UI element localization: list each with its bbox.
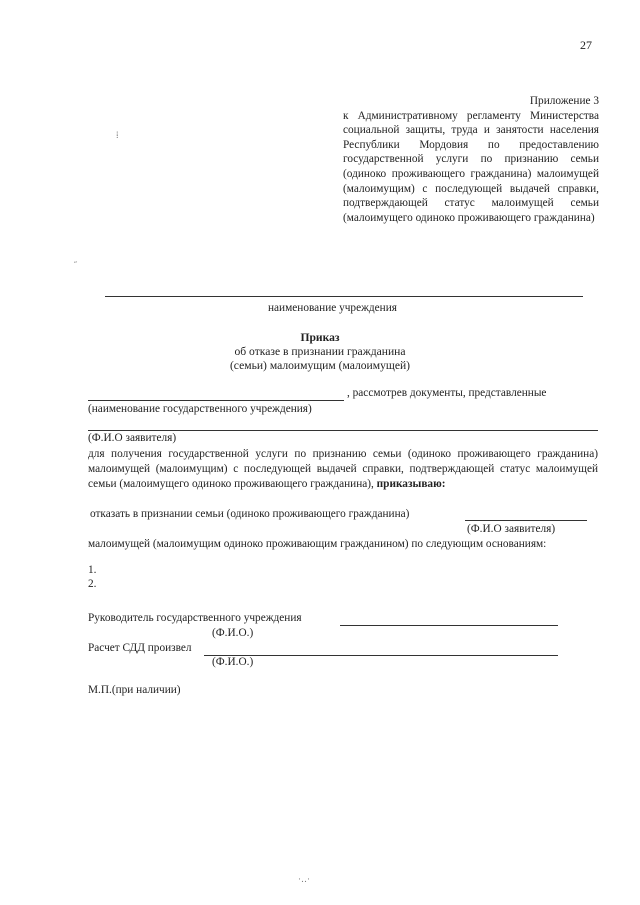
- main-paragraph: [88, 447, 598, 493]
- head-note: (Ф.И.О.): [212, 627, 254, 639]
- stamp-label: М.П.(при наличии): [88, 684, 181, 696]
- head-signature-line: [340, 625, 558, 626]
- sdd-label: Расчет СДД произвел: [88, 642, 192, 654]
- scan-speck: ·‥·: [298, 874, 310, 884]
- paragraph-text: для получения государственной услуги по признанию семьи (одиноко проживающего гражданина) малоимущей (малоимущим) с последующей выдачей справки, подтверждающей статус малоимущей семьи (малоимущего одиноко проживающего гражданина),: [88, 448, 598, 491]
- institution-blank-line: [88, 400, 344, 401]
- sdd-signature-line: [204, 655, 558, 656]
- appendix-heading: Приложение 3: [529, 95, 599, 107]
- applicant-line: [88, 430, 598, 431]
- reason-text: малоимущей (малоимущим одиноко проживающим гражданином) по следующим основаниям:: [88, 538, 547, 550]
- order-subtitle-1: об отказе в признании гражданина: [234, 345, 406, 358]
- intro-tail: , рассмотрев документы, представленные: [347, 387, 547, 399]
- appendix-block: [343, 94, 599, 225]
- refuse-text: отказать в признании семьи (одиноко проживающего гражданина): [90, 508, 410, 520]
- scan-speck: ⁞: [116, 130, 119, 140]
- sdd-note: (Ф.И.О.): [212, 656, 254, 668]
- institution-note: (наименование государственного учреждения): [88, 403, 312, 415]
- appendix-text: к Административному регламенту Министерства социальной защиты, труда и занятости населения Республики Мордовия по предоставлению государственной услуги по признанию семьи (одиноко проживающего гражданина) малоимущей (малоимущим) с последующей выдачей справки, подтверждающей статус малоимущей семьи (малоимущего одиноко проживающего гражданина): [343, 109, 599, 224]
- head-label: Руководитель государственного учреждения: [88, 612, 302, 624]
- scan-speck: ˶: [74, 256, 77, 266]
- page-number: 27: [580, 38, 592, 52]
- refuse-applicant-line: [465, 520, 587, 521]
- order-subtitle-2: (семьи) малоимущим (малоимущей): [229, 359, 411, 372]
- order-word: приказываю:: [376, 478, 446, 491]
- order-title: Приказ: [300, 331, 340, 344]
- refuse-applicant-note: (Ф.И.О заявителя): [467, 523, 556, 535]
- institution-caption: наименование учреждения: [268, 302, 397, 314]
- list-item-2: 2.: [88, 578, 97, 590]
- institution-line: [105, 296, 583, 297]
- list-item-1: 1.: [88, 564, 97, 576]
- applicant-note: (Ф.И.О заявителя): [88, 432, 177, 444]
